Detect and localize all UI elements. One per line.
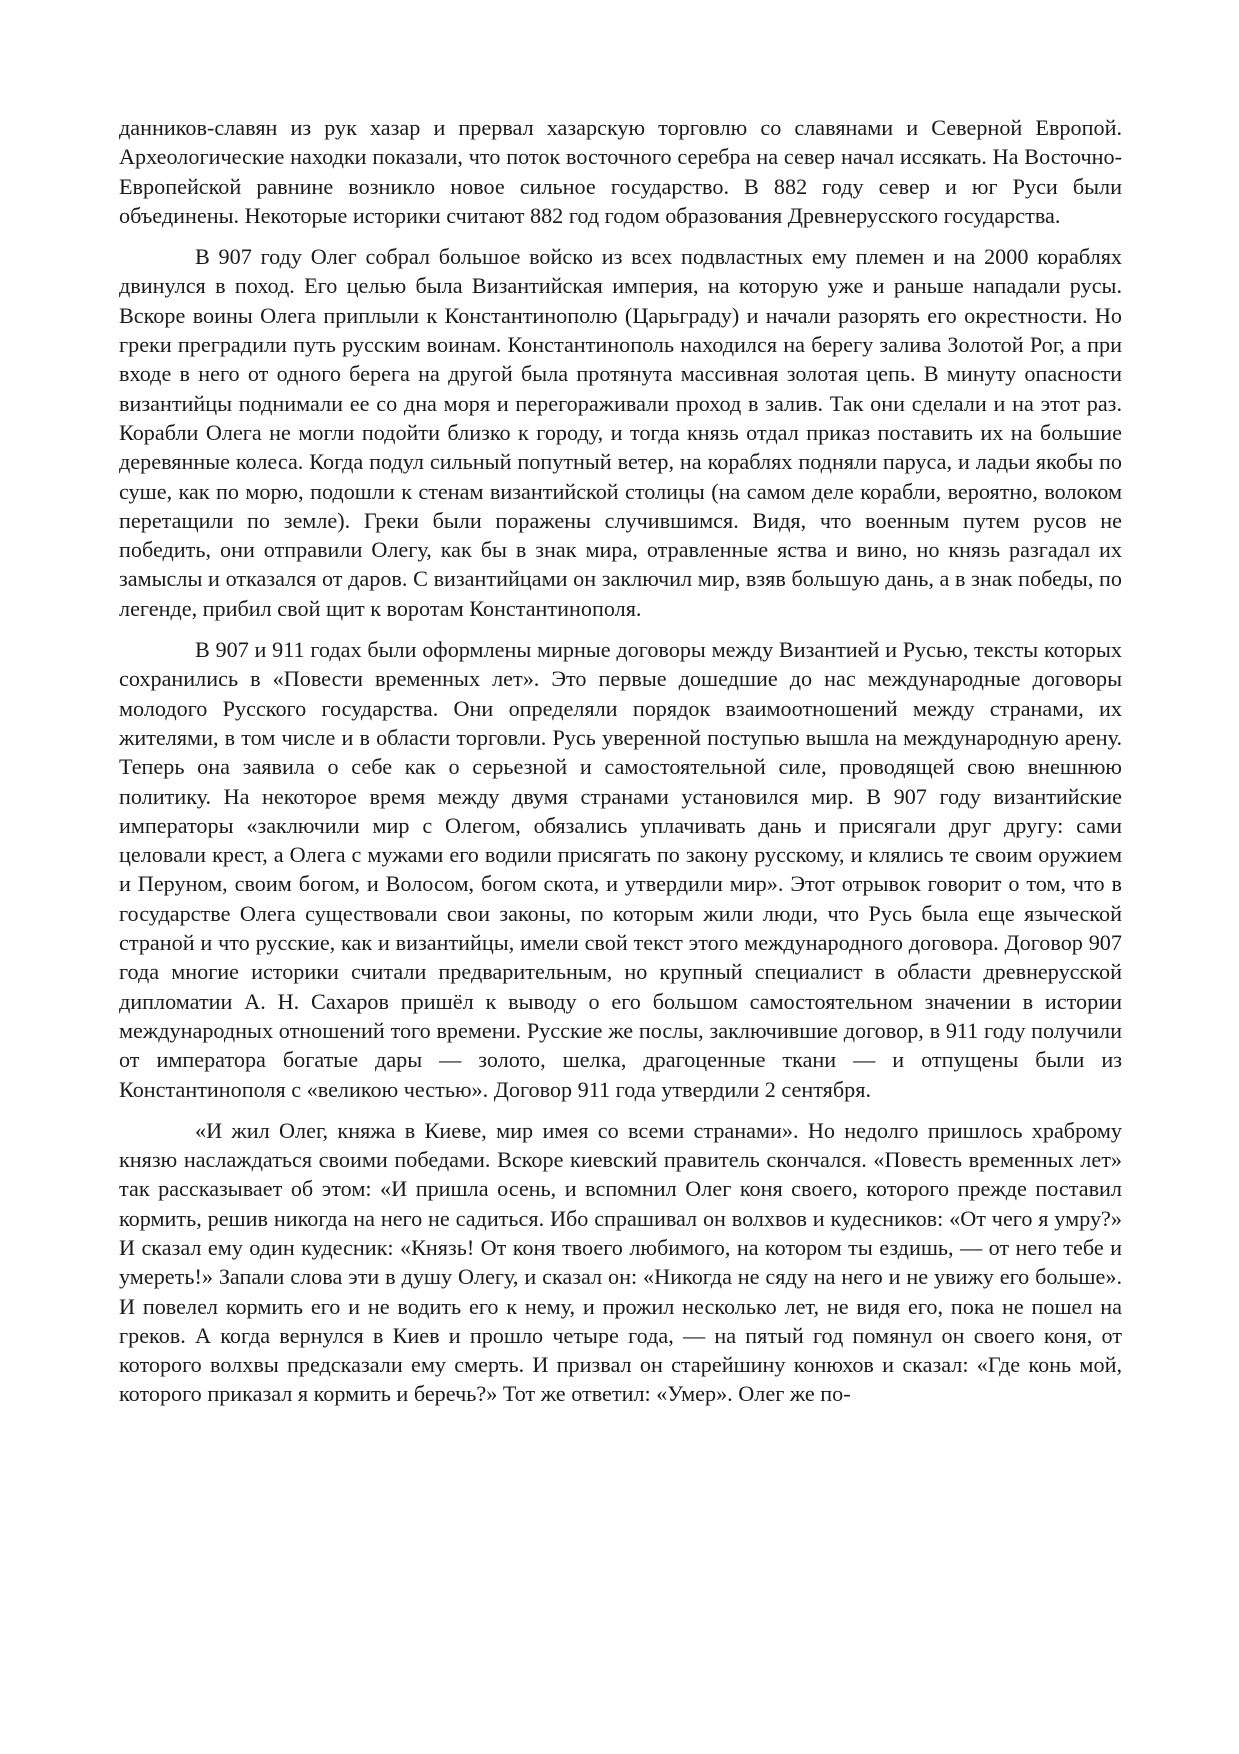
paragraph-3: В 907 и 911 годах были оформлены мирные договоры между Византией и Русью, тексты которых сохранились в «Повести временных лет». Это первые дошедшие до нас международные договоры молодого Русского государства. Они определяли порядок взаимоотношений между странами, их жителями, в том числе и в области торговли. Русь уверенной поступью вышла на международную арену. Теперь она заявила о себе как о серьезной и самостоятельной силе, проводящей свою внешнюю политику. На некоторое время между двумя странами установился мир. В 907 году византийские императоры «заключили мир с Олегом, обязались уплачивать дань и присягали друг другу: сами целовали крест, а Олега с мужами его водили присягать по закону русскому, и клялись те своим оружием и Перуном, своим богом, и Волосом, богом скота, и утвердили мир». Этот отрывок говорит о том, что в государстве Олега существовали свои законы, по которым жили люди, что Русь была еще языческой страной и что русские, как и византийцы, имели свой текст этого международного договора. Договор 907 года многие историки считали предварительным, но крупный специалист в области древнерусской дипломатии А. Н. Сахаров пришёл к выводу о его большом самостоятельном значении в истории международных отношений того времени. Русские же послы, заключившие договор, в 911 году получили от императора богатые дары — золото, шелка, драгоценные ткани — и отпущены были из Константинополя с «великою честью». Договор 911 года утвердили 2 сентября. [119, 637, 1122, 1102]
paragraph-2: В 907 году Олег собрал большое войско из всех подвластных ему племен и на 2000 кораблях двинулся в поход. Его целью была Византийская империя, на которую уже и раньше нападали русы. Вскоре воины Олега приплыли к Константинополю (Царьграду) и начали разорять его окрестности. Но греки преградили путь русским воинам. Константинополь находился на берегу залива Золотой Рог, а при входе в него от одного берега на другой была протянута массивная золотая цепь. В минуту опасности византийцы поднимали ее со дна моря и перегораживали проход в залив. Так они сделали и на этот раз. Корабли Олега не могли подойти близко к городу, и тогда князь отдал приказ поставить их на большие деревянные колеса. Когда подул сильный попутный ветер, на кораблях подняли паруса, и ладьи якобы по суше, как по морю, подошли к стенам византийской столицы (на самом деле корабли, вероятно, волоком перетащили по земле). Греки были поражены случившимся. Видя, что военным путем русов не победить, они отправили Олегу, как бы в знак мира, отравленные яства и вино, но князь разгадал их замыслы и отказался от даров. С византийцами он заключил мир, взяв большую дань, а в знак победы, по легенде, прибил свой щит к воротам Константинополя. [119, 244, 1122, 621]
paragraph-4: «И жил Олег, княжа в Киеве, мир имея со всеми странами». Но недолго пришлось храброму князю наслаждаться своими победами. Вскоре киевский правитель скончался. «Повесть временных лет» так рассказывает об этом: «И пришла осень, и вспомнил Олег коня своего, которого прежде поставил кормить, решив никогда на него не садиться. Ибо спрашивал он волхвов и кудесников: «От чего я умру?» И сказал ему один кудесник: «Князь! От коня твоего любимого, на котором ты ездишь, — от него тебе и умереть!» Запали слова эти в душу Олегу, и сказал он: «Никогда не сяду на него и не увижу его больше». И повелел кормить его и не водить его к нему, и прожил несколько лет, не видя его, пока не пошел на греков. А когда вернулся в Киев и прошло четыре года, — на пятый год помянул он своего коня, от которого волхвы предсказали ему смерть. И призвал он старейшину конюхов и сказал: «Где конь мой, которого приказал я кормить и беречь?» Тот же ответил: «Умер». Олег же по- [119, 1117, 1122, 1407]
document-page [119, 113, 1122, 1421]
paragraph-1: данников-славян из рук хазар и прервал хазарскую торговлю со славянами и Северной Европой. Археологические находки показали, что поток восточного серебра на север начал иссякать. На Восточно-Европейской равнине возникло новое сильное государство. В 882 году север и юг Руси были объединены. Некоторые историки считают 882 год годом образования Древнерусского государства. [119, 115, 1122, 228]
